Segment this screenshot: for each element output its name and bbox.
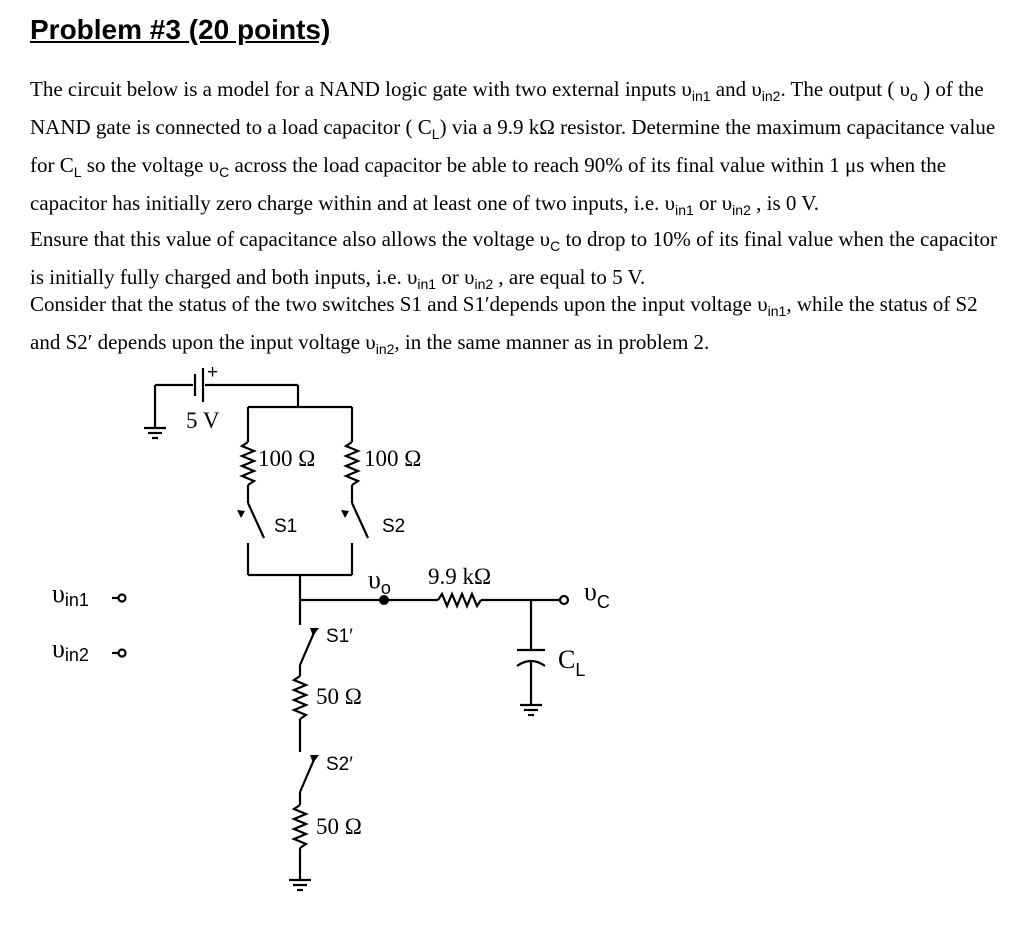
battery-voltage-label: 5 V [186, 408, 220, 433]
vo-label: υo [368, 565, 391, 598]
switch-s2 [352, 503, 368, 538]
resistor-9-9k [438, 594, 481, 606]
ground-symbol-capacitor [520, 705, 542, 715]
battery-5v [155, 368, 298, 428]
battery-plus-label: + [207, 362, 219, 383]
resistor-50-lower-label: 50 Ω [316, 814, 362, 839]
vin2-terminal [119, 650, 126, 657]
ground-symbol-bottom [289, 880, 311, 890]
vin1-terminal [119, 595, 126, 602]
vin2-label: υin2 [52, 634, 89, 665]
resistor-100-left [242, 442, 254, 485]
resistor-100-left-label: 100 Ω [258, 446, 316, 471]
vc-label: υC [584, 577, 610, 612]
ground-symbol-battery [144, 428, 166, 438]
resistor-100-right-label: 100 Ω [364, 446, 422, 471]
cl-label: CL [558, 645, 586, 680]
vc-terminal [560, 596, 568, 604]
switch-s2-label: S2 [382, 516, 406, 537]
resistor-100-right [346, 442, 358, 485]
paragraph-problem-statement: The circuit below is a model for a NAND logic gate with two external inputs $\upsilon_{in1}$ and $\upsilon_{in2}$. The output ( $\upsilon_o$ ) of the NAND gate is connected to a load capacitor ( $C_L$) via a 9.9 kΩ resistor. Determine the maximum capacitance value for $C_L$ so the voltage $\upsilon_C$ across the load capacitor be able to reach 90% of its final value within 1 μs when the capacitor has initially zero charge within and at least one of two inputs, i.e. $\upsilon_{in1}$ or $\upsilon_{in2}$ , is 0 V. [30, 77, 996, 218]
vin1-label: υin1 [52, 579, 89, 610]
switch-s1-prime-label: S1′ [326, 626, 353, 647]
resistor-50-lower [294, 805, 306, 848]
problem-title: Problem #3 (20 points) [30, 14, 331, 45]
resistor-load-label: 9.9 kΩ [428, 564, 492, 589]
switch-s2-prime-label: S2′ [326, 754, 353, 775]
paragraph-switch-status: Consider that the status of the two switches S1 and S1′depends upon the input voltage $\upsilon_{in1}$, while the status of S2 and S2′ depends upon the input voltage $\upsilon_{in2}$, in the same manner as in problem 2. [30, 292, 978, 357]
resistor-50-upper [294, 676, 306, 719]
resistor-50-upper-label: 50 Ω [316, 684, 362, 709]
switch-s1-label: S1 [274, 516, 298, 537]
switch-s1 [248, 503, 264, 538]
paragraph-discharge-condition: Ensure that this value of capacitance also allows the voltage $\upsilon_C$ to drop to 10% of its final value when the capacitor is initially fully charged and both inputs, i.e. $\upsilon_{in1}$ or $\upsilon_{in2}$ , are equal to 5 V. [30, 227, 997, 292]
